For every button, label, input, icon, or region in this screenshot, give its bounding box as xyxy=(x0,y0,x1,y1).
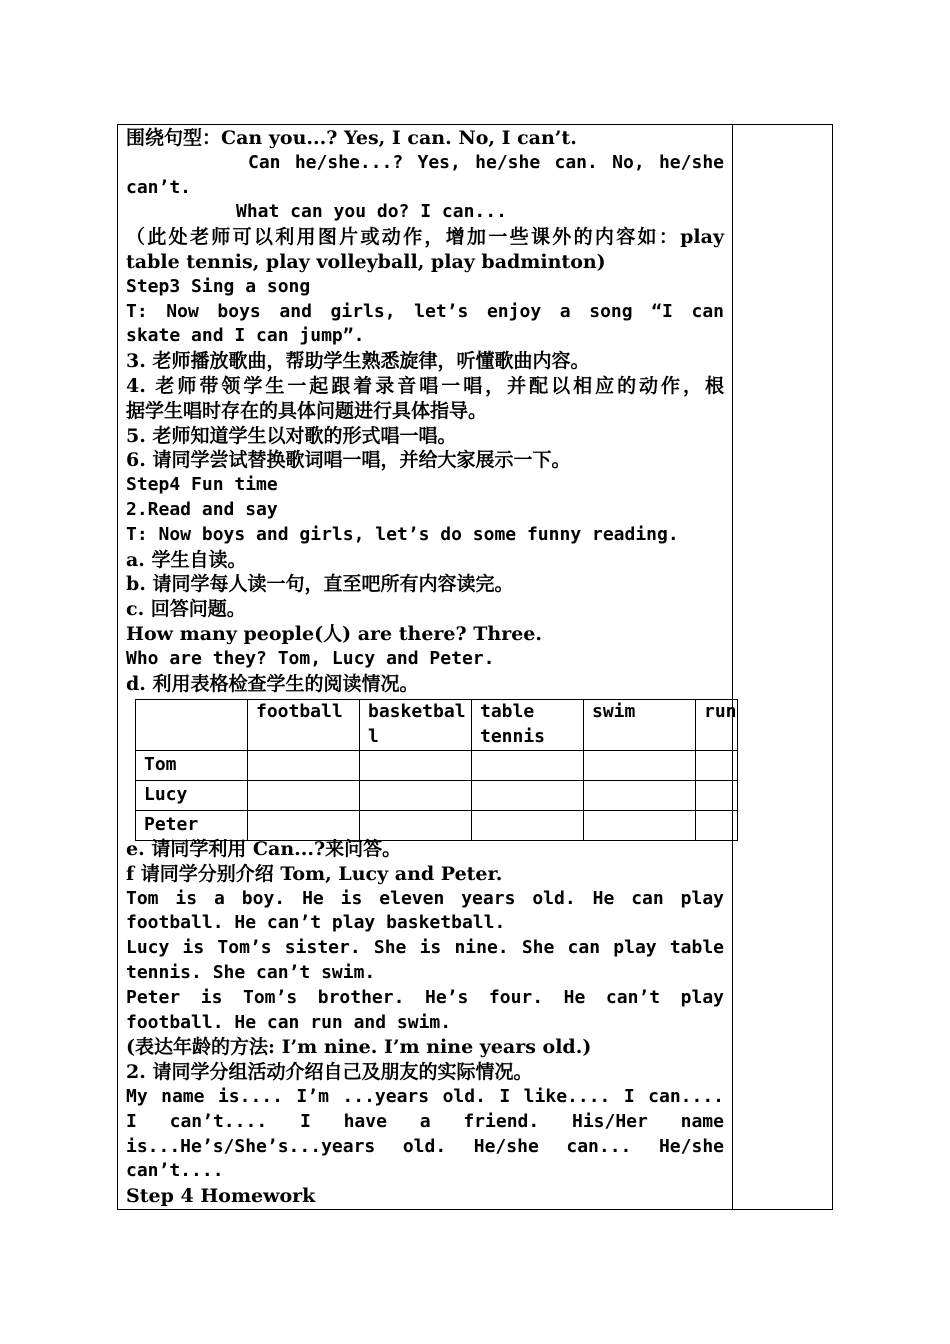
step-heading: Step3 Sing a song xyxy=(126,275,311,297)
table-cell xyxy=(584,810,696,840)
table-cell xyxy=(584,750,696,780)
sentence-pattern-line: What can you do? I can... xyxy=(236,201,507,223)
table-cell xyxy=(248,810,360,840)
table-cell xyxy=(136,700,248,751)
passage-line: football. He can’t play basketball. xyxy=(126,912,506,934)
list-item: 2. 请同学分组活动介绍自己及朋友的实际情况。 xyxy=(126,1061,533,1084)
dialogue-line: T: Now boys and girls, let’s do some funny reading. xyxy=(126,523,679,545)
column-header: table tennis xyxy=(472,700,584,751)
table-cell xyxy=(360,750,472,780)
model-line: is...He’s/She’s...years old. He/she can... He/she xyxy=(126,1135,724,1157)
column-header: run xyxy=(696,700,738,751)
list-item: a. 学生自读。 xyxy=(126,548,247,571)
table-row xyxy=(136,750,738,780)
reading-check-table xyxy=(135,699,738,841)
passage-line: Peter is Tom’s brother. He’s four. He can’t play xyxy=(126,986,724,1008)
table-row xyxy=(136,810,738,840)
table-cell xyxy=(472,780,584,810)
table-cell xyxy=(248,780,360,810)
column-header: football xyxy=(248,700,360,751)
sentence-pattern-line: can’t. xyxy=(126,176,192,198)
table-cell xyxy=(360,810,472,840)
list-item: 6. 请同学尝试替换歌词唱一唱，并给大家展示一下。 xyxy=(126,449,571,472)
table-cell xyxy=(472,810,584,840)
table-cell xyxy=(584,780,696,810)
table-row xyxy=(136,780,738,810)
question-line: Who are they? Tom, Lucy and Peter. xyxy=(126,647,495,669)
column-header: basketball xyxy=(360,700,472,751)
list-item: 3. 老师播放歌曲，帮助学生熟悉旋律，听懂歌曲内容。 xyxy=(126,350,590,373)
table-cell xyxy=(248,750,360,780)
list-item: 5. 老师知道学生以对歌的形式唱一唱。 xyxy=(126,424,457,447)
step-heading: Step 4 Homework xyxy=(126,1185,316,1208)
list-item: d. 利用表格检查学生的阅读情况。 xyxy=(126,672,419,695)
sentence-pattern-line: 围绕句型：Can you...? Yes, I can. No, I can’t. xyxy=(126,127,577,149)
teacher-note: table tennis, play volleyball, play badminton) xyxy=(126,250,606,273)
column-header: swim xyxy=(584,700,696,751)
passage-line: Lucy is Tom’s sister. She is nine. She can play table xyxy=(126,937,724,959)
step-heading: Step4 Fun time xyxy=(126,474,278,496)
lesson-content xyxy=(126,126,724,696)
passage-line: Tom is a boy. He is eleven years old. He can play xyxy=(126,887,724,909)
table-cell xyxy=(696,750,738,780)
list-item: e. 请同学利用 Can...?来问答。 xyxy=(126,838,402,860)
passage-line: tennis. She can’t swim. xyxy=(126,961,376,983)
row-header: Tom xyxy=(136,750,248,780)
dialogue-line: skate and I can jump”. xyxy=(126,325,365,347)
lesson-content-continued xyxy=(126,837,724,1209)
sub-heading: 2.Read and say xyxy=(126,498,278,520)
table-cell xyxy=(472,750,584,780)
passage-line: football. He can run and swim. xyxy=(126,1011,452,1033)
model-line: My name is.... I’m ...years old. I like.... I can.... xyxy=(126,1085,724,1107)
sentence-pattern-line: Can he/she...? Yes, he/she can. No, he/she xyxy=(248,151,724,173)
list-item: c. 回答问题。 xyxy=(126,598,246,621)
dialogue-line: T: Now boys and girls, let’s enjoy a song “I can xyxy=(126,300,724,322)
teacher-note: （此处老师可以利用图片或动作，增加一些课外的内容如：play xyxy=(126,226,724,249)
row-header: Peter xyxy=(136,810,248,840)
table-cell xyxy=(696,810,738,840)
model-line: I can’t.... I have a friend. His/Her name xyxy=(126,1110,724,1132)
age-expression-note: (表达年龄的方法: I’m nine. I’m nine years old.) xyxy=(126,1036,592,1059)
list-item: 4. 老师带领学生一起跟着录音唱一唱，并配以相应的动作，根 xyxy=(126,374,724,397)
list-item: f 请同学分别介绍 Tom, Lucy and Peter. xyxy=(126,862,503,885)
column-divider xyxy=(732,124,733,1210)
table-cell xyxy=(360,780,472,810)
list-item: b. 请同学每人读一句，直至吧所有内容读完。 xyxy=(126,573,514,596)
table-cell xyxy=(696,780,738,810)
table-header-row xyxy=(136,700,738,751)
model-line: can’t.... xyxy=(126,1160,224,1182)
question-line: How many people(人) are there? Three. xyxy=(126,622,543,645)
list-item: 据学生唱时存在的具体问题进行具体指导。 xyxy=(126,399,488,422)
row-header: Lucy xyxy=(136,780,248,810)
